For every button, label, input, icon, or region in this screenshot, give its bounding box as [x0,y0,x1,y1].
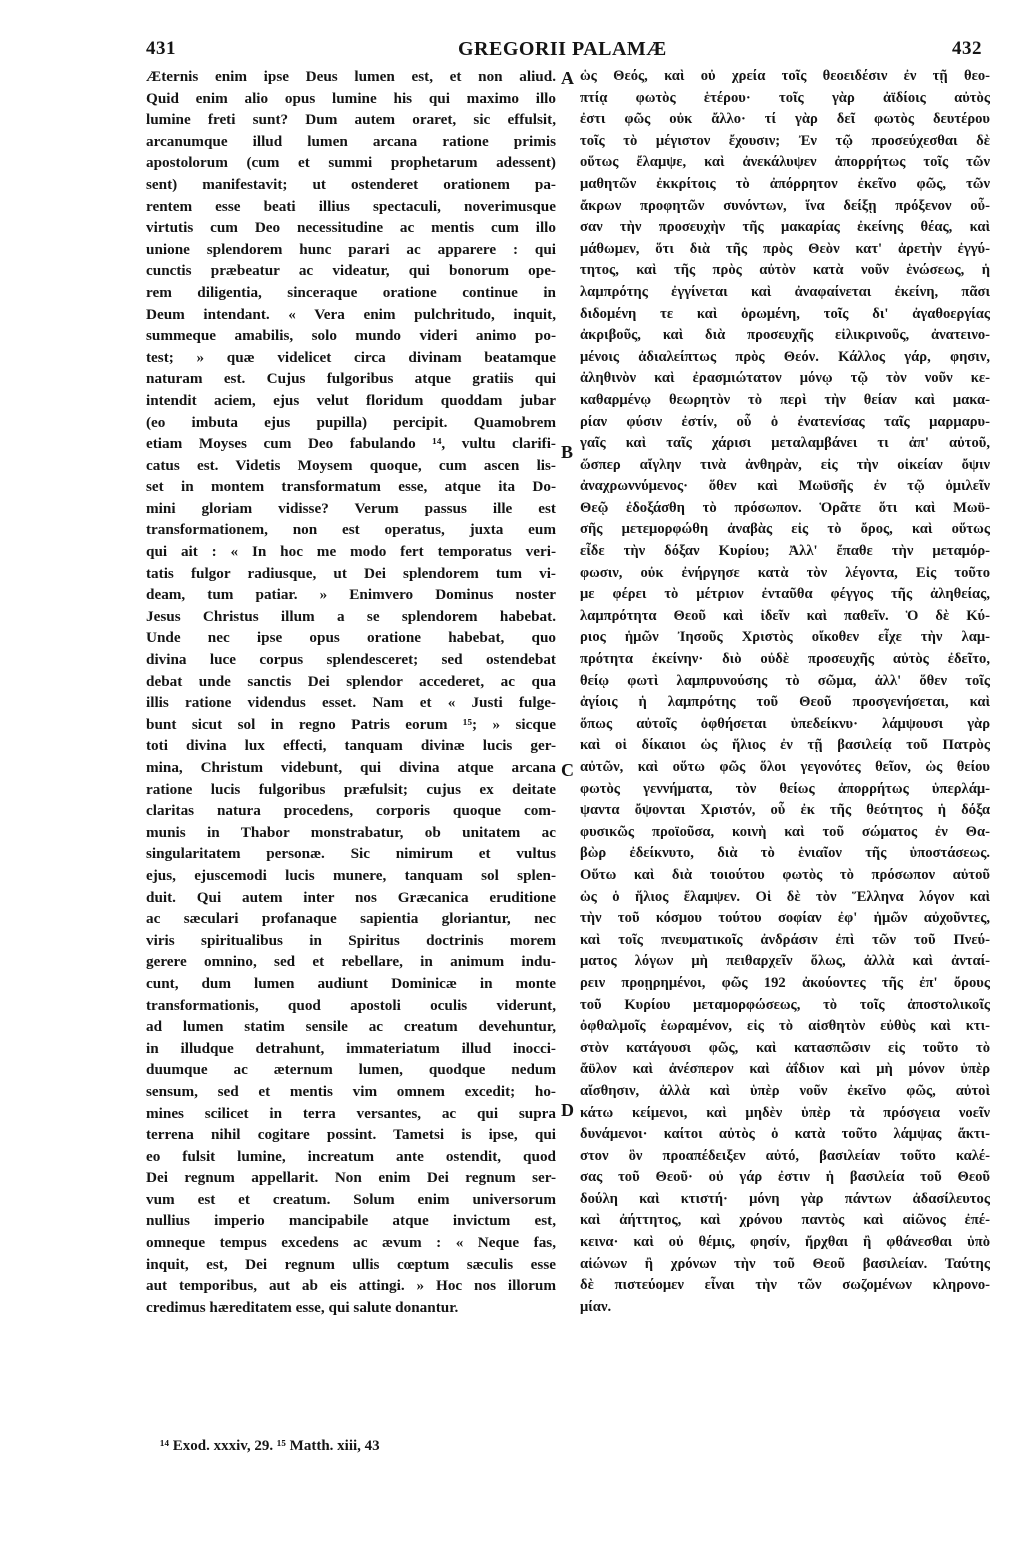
greek-text-line: δὲ πιστεύομεν εἶναι τὴν τῶν σωζομένων κληρονο- [580,1277,990,1294]
greek-text-line: καὶ ἀήττητος, καὶ χρόνου παντὸς καὶ αἰῶνος ἐπέ- [580,1212,990,1229]
latin-text-line: sensum, sed et mentis vim omnem excedit; ho- [146,1082,556,1100]
greek-text-line: φωσιν, οὐκ ἐνήργησε κατὰ τὸν λέγοντα, Εἰς τοῦτο [580,564,990,581]
latin-text-line: sent) manifestavit; ut ostenderet orationem pa- [146,175,556,193]
section-marker-b: B [561,442,574,462]
latin-text-line: credimus hæreditatem esse, qui salute donantur. [146,1298,459,1316]
latin-text-line: toti divina lux effecti, tanquam divinæ lucis ger- [146,737,556,755]
latin-text-line: viris spiritualibus in Spiritus doctrinis morem [146,931,556,949]
latin-text-line: Jesus Christus illum a se splendorem habebat. [146,607,556,625]
greek-text-line: αὐτῶν, καὶ οὕτω φῶς ὅλοι γεγονότες θεῖον, ὡς θείου [580,759,990,775]
latin-text-line: gerere omnino, sed et rebellare, in animum indu- [146,953,556,971]
greek-text-line: μένοις ἀδιαλείπτως πρὸς Θεόν. Κάλλος γάρ, φησιν, [580,348,990,365]
greek-text-line: στὸν κατάγουσι φῶς, καὶ κατασπῶσιν εἰς τοῦτο τὸ [580,1039,990,1056]
latin-text-line: mina, Christum videbunt, qui divina atque arcana [146,759,556,776]
latin-text-line: in illudque detrahunt, immateriatum illud inocci- [146,1039,556,1057]
latin-text-line: ad lumen statim sensile ac creatum devehuntur, [146,1018,556,1036]
latin-text-line: Unde nec ipse opus oratione habebat, quo [146,629,556,647]
greek-text-line: ἁγίοις ἡ λαμπρότης τοῦ Θεοῦ προσγενήσεται, καὶ [580,694,990,711]
greek-text-line: ἀναχρωννύμενος· ὅθεν καὶ Μωϋσῆς ἐν τῷ ὁμιλεῖν [580,478,990,495]
greek-text-line: ἀκριβοῦς, καὶ διὰ προσευχῆς εἰλικρινοῦς, ἀνατεινο- [580,327,990,344]
greek-text-line: μάθωμεν, ὅτι διὰ τῆς πρὸς Θεὸν κατ' ἀρετὴν ἐγγύ- [580,240,990,257]
footnote: ¹⁴ Exod. xxxiv, 29. ¹⁵ Matth. xiii, 43 [160,1438,380,1454]
greek-text-line: τητος, καὶ τῆς πρὸς αὐτὸν κατὰ νοῦν ἑνώσεως, ἡ [580,262,990,279]
greek-text-line: καὶ τοῖς πνευματικοῖς ἀνδράσιν ἐπὶ τῶν τοῦ Πνεύ- [580,931,990,948]
latin-text-line: munis in Thabor monstrabatur, ob unitatem ac [146,823,556,841]
greek-text-line: εἶδε τὴν δόξαν Κυρίου; Ἀλλ' ἔπαθε τὴν μεταμόρ- [580,543,990,560]
greek-text-line: δυνάμενοι· καίτοι αὐτὸς ὁ κατὰ τοῦτο λάμψας ἄκτι- [580,1126,990,1143]
latin-text-line: etiam Moyses cum Deo fabulando ¹⁴, vultu clarifi- [146,435,556,453]
latin-text-line: cunctis præbeatur ac videatur, qui bonorum ope- [146,262,556,280]
latin-text-line: aut temporibus, aut ab eis attingi. » Hoc nos illorum [146,1277,556,1295]
section-marker-c: C [561,760,574,780]
greek-text-line: ρειν προῃρημένοι, φῶς 192 ἀκούοντες τῆς ἐπ' ὄρους [580,974,990,991]
greek-text-line: τὴν τοῦ κόσμου τούτου σοφίαν ἐφ' ἡμῶν αὐχοῦντες, [580,910,990,927]
greek-text-line: καθαρμένῳ θεωρητὸν τὸ περὶ τὴν θείαν καὶ μακα- [580,391,990,408]
greek-text-line: πτίᾳ φωτὸς ἑτέρου· τοῖς γὰρ ἀϊδίοις αὐτὸς [580,89,990,106]
latin-text-line: eo fulsit lumine, increatum ante ostendit, quod [146,1147,556,1165]
latin-text-line: transformationis, quod apostoli oculis viderunt, [146,996,556,1014]
latin-text-line: illis ratione videndus esset. Nam et « Justi fulge- [146,694,556,712]
section-marker-d: D [561,1100,574,1120]
greek-text-line: λαμπρότητα Θεοῦ καὶ ἰδεῖν καὶ παθεῖν. Ὁ δὲ Κύ- [580,607,990,624]
greek-text-line: ὡς ὁ ἥλιος ἔλαμψεν. Οἱ δὲ τὸν Ἕλληνα λόγον καὶ [580,888,990,905]
running-title: GREGORII PALAMÆ [458,38,667,60]
greek-text-line: διδομένη τε καὶ ὁρωμένη, τοῖς δι' ἀγαθοεργίας [580,305,990,322]
latin-text-line: catus est. Videtis Moysem quoque, cum ascen lis- [146,456,556,474]
greek-text-line: ριος ἡμῶν Ἰησοῦς Χριστὸς οἴκοθεν εἶχε τὴν λαμ- [580,629,990,646]
latin-text-line: Deum intendant. « Vera enim pulchritudo, inquit, [146,305,556,323]
greek-text-line: κεινα· καὶ οὐ θέμις, φησίν, ἤρχθαι ἢ φθάνεσθαι ὑπὸ [580,1234,990,1251]
greek-text-line: ρίαν φύσιν ἐστίν, οὗ ὁ ἐνατενίσας ταῖς μαρμαρυ- [580,413,990,430]
latin-text-line: Dei regnum appellarit. Non enim Dei regnum ser- [146,1169,556,1187]
greek-text-line: γαῖς καὶ ταῖς χάρισι μεταλαμβάνει τι ἀπ' αὐτοῦ, [580,435,990,452]
greek-text-line: Θεῷ ἐδοξάσθη τὸ πρόσωπον. Ὁρᾶτε ὅτι καὶ Μωϋ- [580,499,990,516]
latin-text-line: deam, tum patiar. » Enimvero Dominus noster [146,586,556,604]
greek-text-line: πρότητα ἐκείνην· διὸ οὐδὲ προσευχῆς αὐτὸς ἐδεῖτο, [580,651,990,668]
latin-text-line: apostolorum (cum et summi prophetarum adessent) [146,154,556,172]
greek-text-line: ψαντα ὄψονται Χριστόν, οὗ ἐκ τῆς θεότητος ἡ δόξα [580,802,990,819]
latin-text-line: test; » quæ videlicet circa divinam beatamque [146,348,556,366]
latin-text-line: tatis fulgor radiusque, ut Dei splendorem tum vi- [146,564,556,582]
greek-text-line: οὕτως ἔλαμψε, καὶ ἀνεκάλυψεν ἀπορρήτως τοῖς τῶν [580,154,990,171]
greek-text-line: σῆς μετεμορφώθη ἀναβὰς εἰς τὸ ὄρος, καὶ οὕτως [580,521,990,538]
latin-text-line: singularitatem personæ. Sic nimirum et vultus [146,845,556,863]
greek-text-line: στον ὃν προαπέδειξεν αὐτό, βασιλείαν τοῦτο καλέ- [580,1147,990,1164]
greek-text-line: καὶ οἱ δίκαιοι ὡς ἥλιος ἐν τῇ βασιλείᾳ τοῦ Πατρὸς [580,737,990,754]
latin-text-line: terrena nihil cogitare possint. Tametsi is ipse, qui [146,1126,556,1144]
greek-text-line: θείῳ φωτὶ λαμπρυνούσης τὸ σῶμα, ἀλλ' ὅθεν τοῖς [580,672,990,689]
greek-text-line: τοῖς τὸ μέγιστον ἔχουσιν; Ἐν τῷ προσεύχεσθαι δὲ [580,132,990,149]
greek-text-line: λαμπρότης ἐγγίνεται καὶ ἀναφαίνεται ἐκείνη, πᾶσι [580,283,990,300]
latin-text-line: intendit aciem, ejus velut floridum quoddam jubar [146,391,556,409]
latin-column [146,66,556,1318]
greek-text-line: ἐστι φῶς οὐκ ἄλλο· τί γὰρ δεῖ φωτὸς δευτέρου [580,111,990,128]
latin-text-line: mines scilicet in terra versantes, ac qui supra [146,1104,556,1122]
greek-text-line: ἄϋλον καὶ ἀνέσπερον καὶ ἀΐδιον καὶ μὴ μόνον ὑπὲρ [580,1061,990,1078]
latin-text-line: Quid enim alio opus lumine his qui maximo illo [146,89,556,107]
latin-text-line: ratione lucis fulgoribus præfulsit; cujus ex deitate [146,780,556,798]
latin-text-line: Æternis enim ipse Deus lumen est, et non aliud. [146,68,556,85]
greek-text-line: Οὕτω καὶ διὰ τοιούτου φωτὸς τὸ πρόσωπον αὐτοῦ [580,866,990,883]
section-marker-a: A [561,68,574,88]
latin-text-line: lumine freti sunt? Dum autem oraret, sic effulsit, [146,111,556,129]
latin-text-line: set in montem transformatum esse, atque ita Do- [146,478,556,496]
greek-text-line: αἴσθησιν, ἀλλὰ καὶ ὑπὲρ νοῦν ἐκεῖνο φῶς, αὐτοὶ [580,1082,990,1099]
latin-text-line: summeque amabilis, solo mundo videri animo po- [146,327,556,345]
latin-text-line: inquit, est, Dei regnum ullis cœptum sæculis esse [146,1255,556,1273]
greek-column [580,66,990,1318]
latin-text-line: divina luce corpus splendesceret; sed ostendebat [146,651,556,669]
latin-text-line: naturam est. Cujus fulgoribus atque gratiis qui [146,370,556,388]
latin-text-line: duit. Qui autem inter nos Græcanica eruditione [146,888,556,906]
greek-text-line: ὡς Θεός, καὶ οὐ χρεία τοῖς θεοειδέσιν ἐν τῇ θεο- [580,68,990,84]
greek-text-line: ὀφθαλμοῖς ἑωραμένον, εἰς τὸ αἰσθητὸν εὐθὺς καὶ κτι- [580,1018,990,1035]
greek-text-line: μαθητῶν ἐκκρίτοις τὸ ἀπόρρητον ἐκεῖνο φῶς, τῶν [580,175,990,192]
latin-text-line: unione splendorem hunc parari ac apparere : qui [146,240,556,258]
latin-text-line: rem diligentia, sinceraque oratione continue in [146,283,556,301]
page-number-right: 432 [952,38,982,59]
page-number-left: 431 [146,38,176,59]
greek-text-line: φωτὸς γεννήματα, τὸν θείως ἀπορρήτως ὑπερλάμ- [580,780,990,797]
latin-text-line: omneque tempus excedens ac ævum : « Neque fas, [146,1234,556,1252]
latin-text-line: virtutis cum Deo necessitudine ac mentis cum illo [146,219,556,237]
latin-text-line: (eo imbuta ejus pupilla) percipit. Quamobrem [146,413,556,431]
greek-text-line: ματος λόγων μὴ πειθαρχεῖν ὅλως, ἀλλὰ καὶ ἀνταί- [580,953,990,970]
greek-text-line: σας τοῦ Θεοῦ· οὐ γάρ ἐστιν ἡ βασιλεία τοῦ Θεοῦ [580,1169,990,1186]
latin-text-line: rentem esse beati illius spectaculi, noverimusque [146,197,556,215]
greek-text-line: ἀληθινὸν καὶ ἐρασμιώτατον μόνῳ τῷ τὸν νοῦν κε- [580,370,990,387]
latin-text-line: vum est et creatum. Solum enim universorum [146,1190,556,1208]
latin-text-line: claritas natura procedens, corporis quoque com- [146,802,556,820]
latin-text-line: ac sæculari profanaque sapientia gloriantur, nec [146,910,556,928]
greek-text-line: φυσικῶς προϊοῦσα, κοινὴ καὶ τοῦ σώματος ἐν Θα- [580,823,990,840]
greek-text-line: τοῦ Κυρίου μεταμορφώσεως, τὸ τοῖς ἀποστολικοῖς [580,996,990,1013]
latin-text-line: duumque ac æternum lumen, quodque nedum [146,1061,556,1079]
greek-text-line: με φέρει τὸ μέτριον ἐνταῦθα φέγγος τῆς ἀληθείας, [580,586,990,603]
latin-text-line: nullius imperio mancipabile atque invictum est, [146,1212,556,1230]
greek-text-line: ἄκρων προφητῶν συνόντων, ἵνα δείξῃ πρόξενον οὖ- [580,197,990,214]
latin-text-line: mini gloriam vidisse? Verum passus ille est [146,499,556,517]
greek-text-line: αἰώνων ἢ χρόνων τὴν τοῦ Θεοῦ βασιλείαν. Ταύτης [580,1255,990,1272]
latin-text-line: bunt sicut sol in regno Patris eorum ¹⁵; » sicque [146,715,556,733]
latin-text-line: ejus, ejuscemodi lucis munere, tanquam sol splen- [146,866,556,884]
greek-text-line: ὥσπερ αἴγλην τινὰ ἀνθηρὰν, εἰς τὴν οἰκείαν ὄψιν [580,456,990,473]
latin-text-line: transformationem, non est operatus, juxta eum [146,521,556,539]
latin-text-line: debat unde sanctis Dei splendor accederet, ac qua [146,672,556,690]
greek-text-line: κάτω κείμενοι, καὶ μηδὲν ὑπὲρ τὰ πρόσγεια νοεῖν [580,1104,990,1121]
latin-text-line: qui ait : « In hoc me modo fert temporatus veri- [146,543,556,561]
greek-text-line: ὅπως αὐτοῖς ὀφθήσεται ὑπεδείκνυ· λάμψουσι γὰρ [580,715,990,732]
latin-text-line: arcanumque illud lumen arcana ratione primis [146,132,556,150]
greek-text-line: μίαν. [580,1298,612,1315]
greek-text-line: δούλη καὶ κτιστή· μόνη γὰρ πάντων ἀδασίλευτος [580,1190,990,1207]
greek-text-line: σαν τὴν προσευχὴν τῆς μακαρίας ἐκείνης θέας, καὶ [580,219,990,236]
latin-text-line: cunt, dum lumen audiunt Dominicæ in monte [146,974,556,992]
greek-text-line: βὼρ ἐδείκνυτο, διὰ τὸ ἑνιαῖον τῆς ὑποστάσεως. [580,845,990,862]
